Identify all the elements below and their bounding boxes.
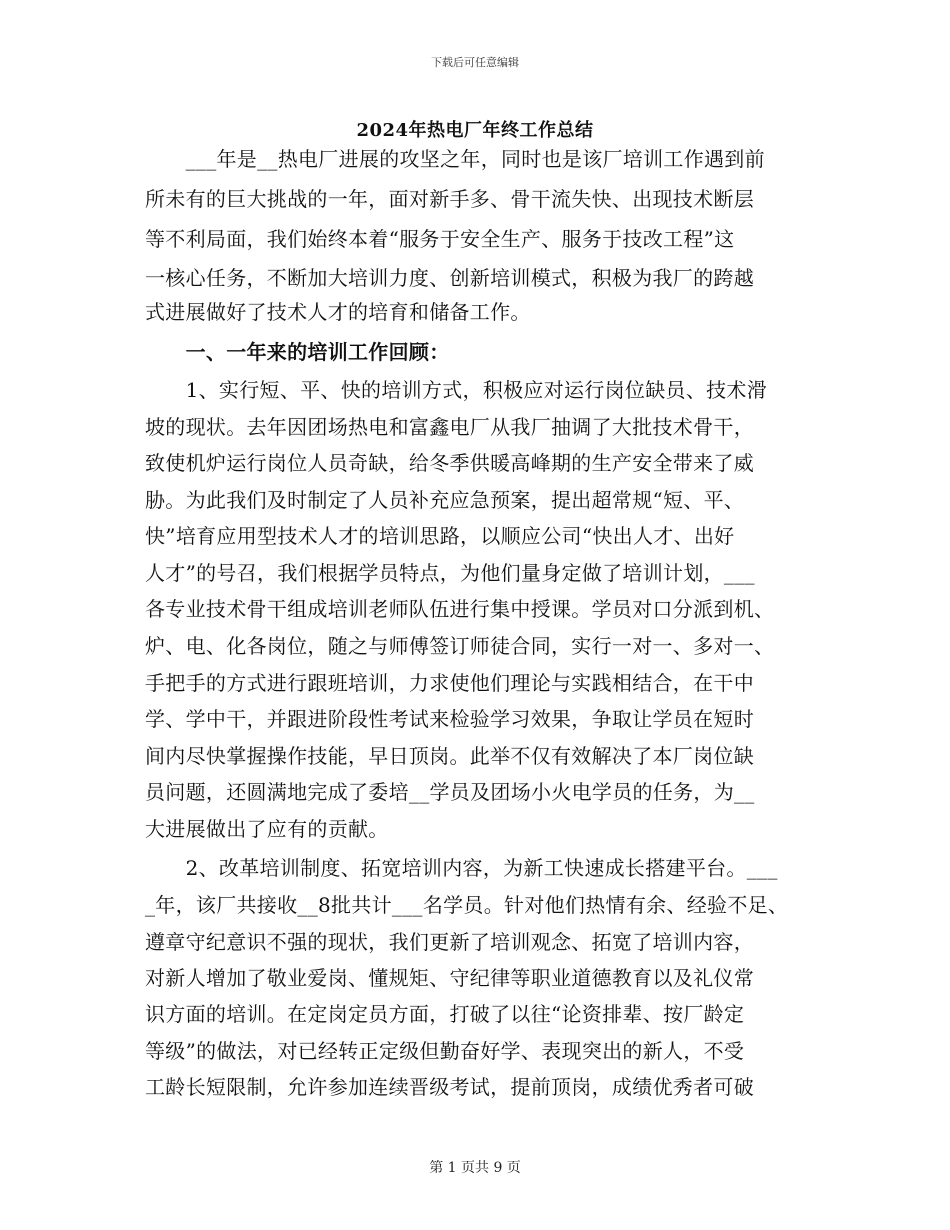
body-line: 遵章守纪意识不强的现状，我们更新了培训观念、拓宽了培训内容， [145, 930, 754, 954]
page-number: 第 1 页共 9 页 [429, 1160, 521, 1176]
body-line: 致使机炉运行岗位人员奇缺，给冬季供暖高峰期的生产安全带来了威 [145, 451, 754, 475]
body-line: 对新人增加了敬业爱岗、懂规矩、守纪律等职业道德教育以及礼仪常 [145, 966, 754, 990]
body-line: 大进展做出了应有的贡献。 [145, 817, 389, 841]
section-heading: 一、一年来的培训工作回顾： [145, 340, 450, 364]
body-line: 人才”的号召，我们根据学员特点，为他们量身定做了培训计划，___ [145, 561, 755, 585]
body-line: 一核心任务，不断加大培训力度、创新培训模式，积极为我厂的跨越 [145, 266, 754, 290]
body-line: 2、改革培训制度、拓宽培训内容，为新工快速成长搭建平台。___ [145, 856, 778, 880]
body-line: 所未有的巨大挑战的一年，面对新手多、骨干流失快、出现技术断层 [145, 187, 754, 211]
body-line: 手把手的方式进行跟班培训，力求使他们理论与实践相结合，在干中 [145, 671, 754, 695]
body-line: _年，该厂共接收__8批共计___名学员。针对他们热情有余、经验不足、 [145, 893, 789, 917]
body-line: ___年是__热电厂进展的攻坚之年，同时也是该厂培训工作遇到前 [145, 147, 765, 171]
body-line: 1、实行短、平、快的培训方式，积极应对运行岗位缺员、技术滑 [145, 378, 768, 402]
download-note: 下载后可任意编辑 [431, 56, 519, 69]
body-line: 快”培育应用型技术人才的培训思路，以顺应公司“快出人才、出好 [145, 524, 735, 548]
body-line: 学、学中干，并跟进阶段性考试来检验学习效果，争取让学员在短时 [145, 707, 754, 731]
body-line: 间内尽快掌握操作技能，早日顶岗。此举不仅有效解决了本厂岗位缺 [145, 744, 754, 768]
body-line: 等不利局面，我们始终本着“服务于安全生产、服务于技改工程”这 [145, 227, 735, 251]
body-line: 工龄长短限制，允许参加连续晋级考试，提前顶岗，成绩优秀者可破 [145, 1075, 754, 1099]
body-line: 各专业技术骨干组成培训老师队伍进行集中授课。学员对口分派到机、 [145, 597, 775, 621]
body-line: 识方面的培训。在定岗定员方面，打破了以往“论资排辈、按厂龄定 [145, 1002, 745, 1026]
body-line: 等级”的做法，对已经转正定级但勤奋好学、表现突出的新人，不受 [145, 1039, 745, 1063]
body-line: 炉、电、化各岗位，随之与师傅签订师徒合同，实行一对一、多对一、 [145, 634, 775, 658]
body-line: 坡的现状。去年因团场热电和富鑫电厂从我厂抽调了大批技术骨干， [145, 415, 754, 439]
document-title: 2024年热电厂年终工作总结 [356, 120, 594, 141]
body-line: 员问题，还圆满地完成了委培__学员及团场小火电学员的任务，为__ [145, 780, 755, 804]
body-line: 胁。为此我们及时制定了人员补充应急预案，提出超常规“短、平、 [145, 488, 745, 512]
body-line: 式进展做好了技术人才的培育和储备工作。 [145, 300, 531, 324]
